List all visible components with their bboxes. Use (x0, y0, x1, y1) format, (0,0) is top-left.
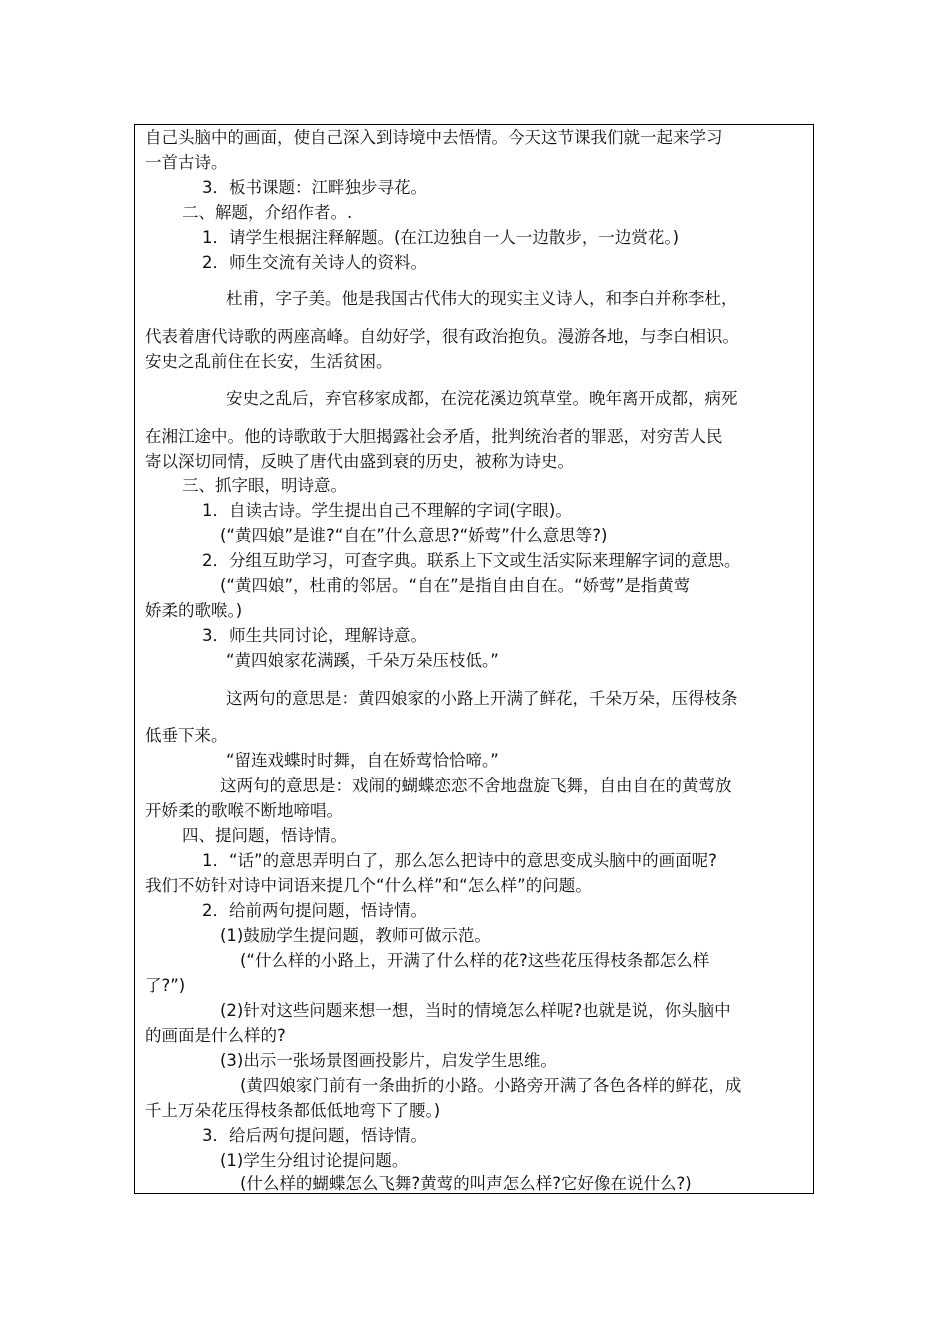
text-line: (“什么样的小路上，开满了什么样的花?这些花压得枝条都怎么样 (240, 951, 710, 970)
text-line: 我们不妨针对诗中词语来提几个“什么样”和“怎么样”的问题。 (145, 876, 592, 895)
text-line: 这两句的意思是：黄四娘家的小路上开满了鲜花，千朵万朵，压得枝条 (226, 689, 738, 708)
text-line: 在湘江途中。他的诗歌敢于大胆揭露社会矛盾，批判统治者的罪恶，对穷苦人民 (145, 427, 723, 446)
text-line: 1．请学生根据注释解题。(在江边独自一人一边散步，一边赏花。) (202, 228, 680, 247)
text-line: (“黄四娘”，杜甫的邻居。“自在”是指自由自在。“娇莺”是指黄莺 (220, 576, 691, 595)
text-line: 1．自读古诗。学生提出自己不理解的字词(字眼)。 (202, 501, 572, 520)
text-line: 杜甫，字子美。他是我国古代伟大的现实主义诗人，和李白并称李杜， (226, 289, 738, 308)
text-line: 千上万朵花压得枝条都低低地弯下了腰。) (145, 1101, 441, 1120)
text-line: 3．给后两句提问题，悟诗情。 (202, 1126, 427, 1145)
text-line: 寄以深切同情，反映了唐代由盛到衰的历史，被称为诗史。 (145, 452, 574, 471)
text-line: 1．“话”的意思弄明白了，那么怎么把诗中的意思变成头脑中的画面呢? (202, 851, 717, 870)
text-line: 这两句的意思是：戏闹的蝴蝶恋恋不舍地盘旋飞舞，自由自在的黄莺放 (220, 776, 732, 795)
text-line: 了?”) (145, 976, 186, 995)
text-line: 娇柔的歌喉。) (145, 601, 243, 620)
text-line: (1)学生分组讨论提问题。 (220, 1151, 409, 1170)
text-line: 2．给前两句提问题，悟诗情。 (202, 901, 427, 920)
text-line: (2)针对这些问题来想一想，当时的情境怎么样呢?也就是说，你头脑中 (220, 1001, 731, 1020)
text-line: 一首古诗。 (145, 153, 228, 172)
poem-line: “留连戏蝶时时舞，自在娇莺恰恰啼。” (226, 751, 499, 770)
text-line: 自己头脑中的画面，使自己深入到诗境中去悟情。今天这节课我们就一起来学习 (145, 128, 723, 147)
text-line: (“黄四娘”是谁?“自在”什么意思?“娇莺”什么意思等?) (220, 526, 608, 545)
text-line: (3)出示一张场景图画投影片，启发学生思维。 (220, 1051, 557, 1070)
text-line: (黄四娘家门前有一条曲折的小路。小路旁开满了各色各样的鲜花，成 (240, 1076, 742, 1095)
text-line: 安史之乱前住在长安，生活贫困。 (145, 352, 393, 371)
text-line: 的画面是什么样的? (145, 1026, 286, 1045)
section-heading: 四、提问题，悟诗情。 (182, 826, 347, 845)
text-line: 2．分组互助学习，可查字典。联系上下文或生活实际来理解字词的意思。 (202, 551, 741, 570)
text-line: 安史之乱后，弃官移家成都，在浣花溪边筑草堂。晚年离开成都，病死 (226, 389, 738, 408)
text-line: 3．师生共同讨论，理解诗意。 (202, 626, 427, 645)
section-heading: 二、解题，介绍作者。. (182, 203, 353, 222)
text-line: 低垂下来。 (145, 726, 228, 745)
text-line: 3．板书课题：江畔独步寻花。 (202, 178, 427, 197)
text-line: (什么样的蝴蝶怎么飞舞?黄莺的叫声怎么样?它好像在说什么?) (240, 1174, 692, 1193)
section-heading: 三、抓字眼，明诗意。 (182, 476, 347, 495)
text-line: (1)鼓励学生提问题，教师可做示范。 (220, 926, 491, 945)
poem-line: “黄四娘家花满蹊，千朵万朵压枝低。” (226, 651, 499, 670)
text-line: 开娇柔的歌喉不断地啼唱。 (145, 801, 343, 820)
text-line: 代表着唐代诗歌的两座高峰。自幼好学，很有政治抱负。漫游各地，与李白相识。 (145, 327, 739, 346)
text-line: 2．师生交流有关诗人的资料。 (202, 253, 427, 272)
